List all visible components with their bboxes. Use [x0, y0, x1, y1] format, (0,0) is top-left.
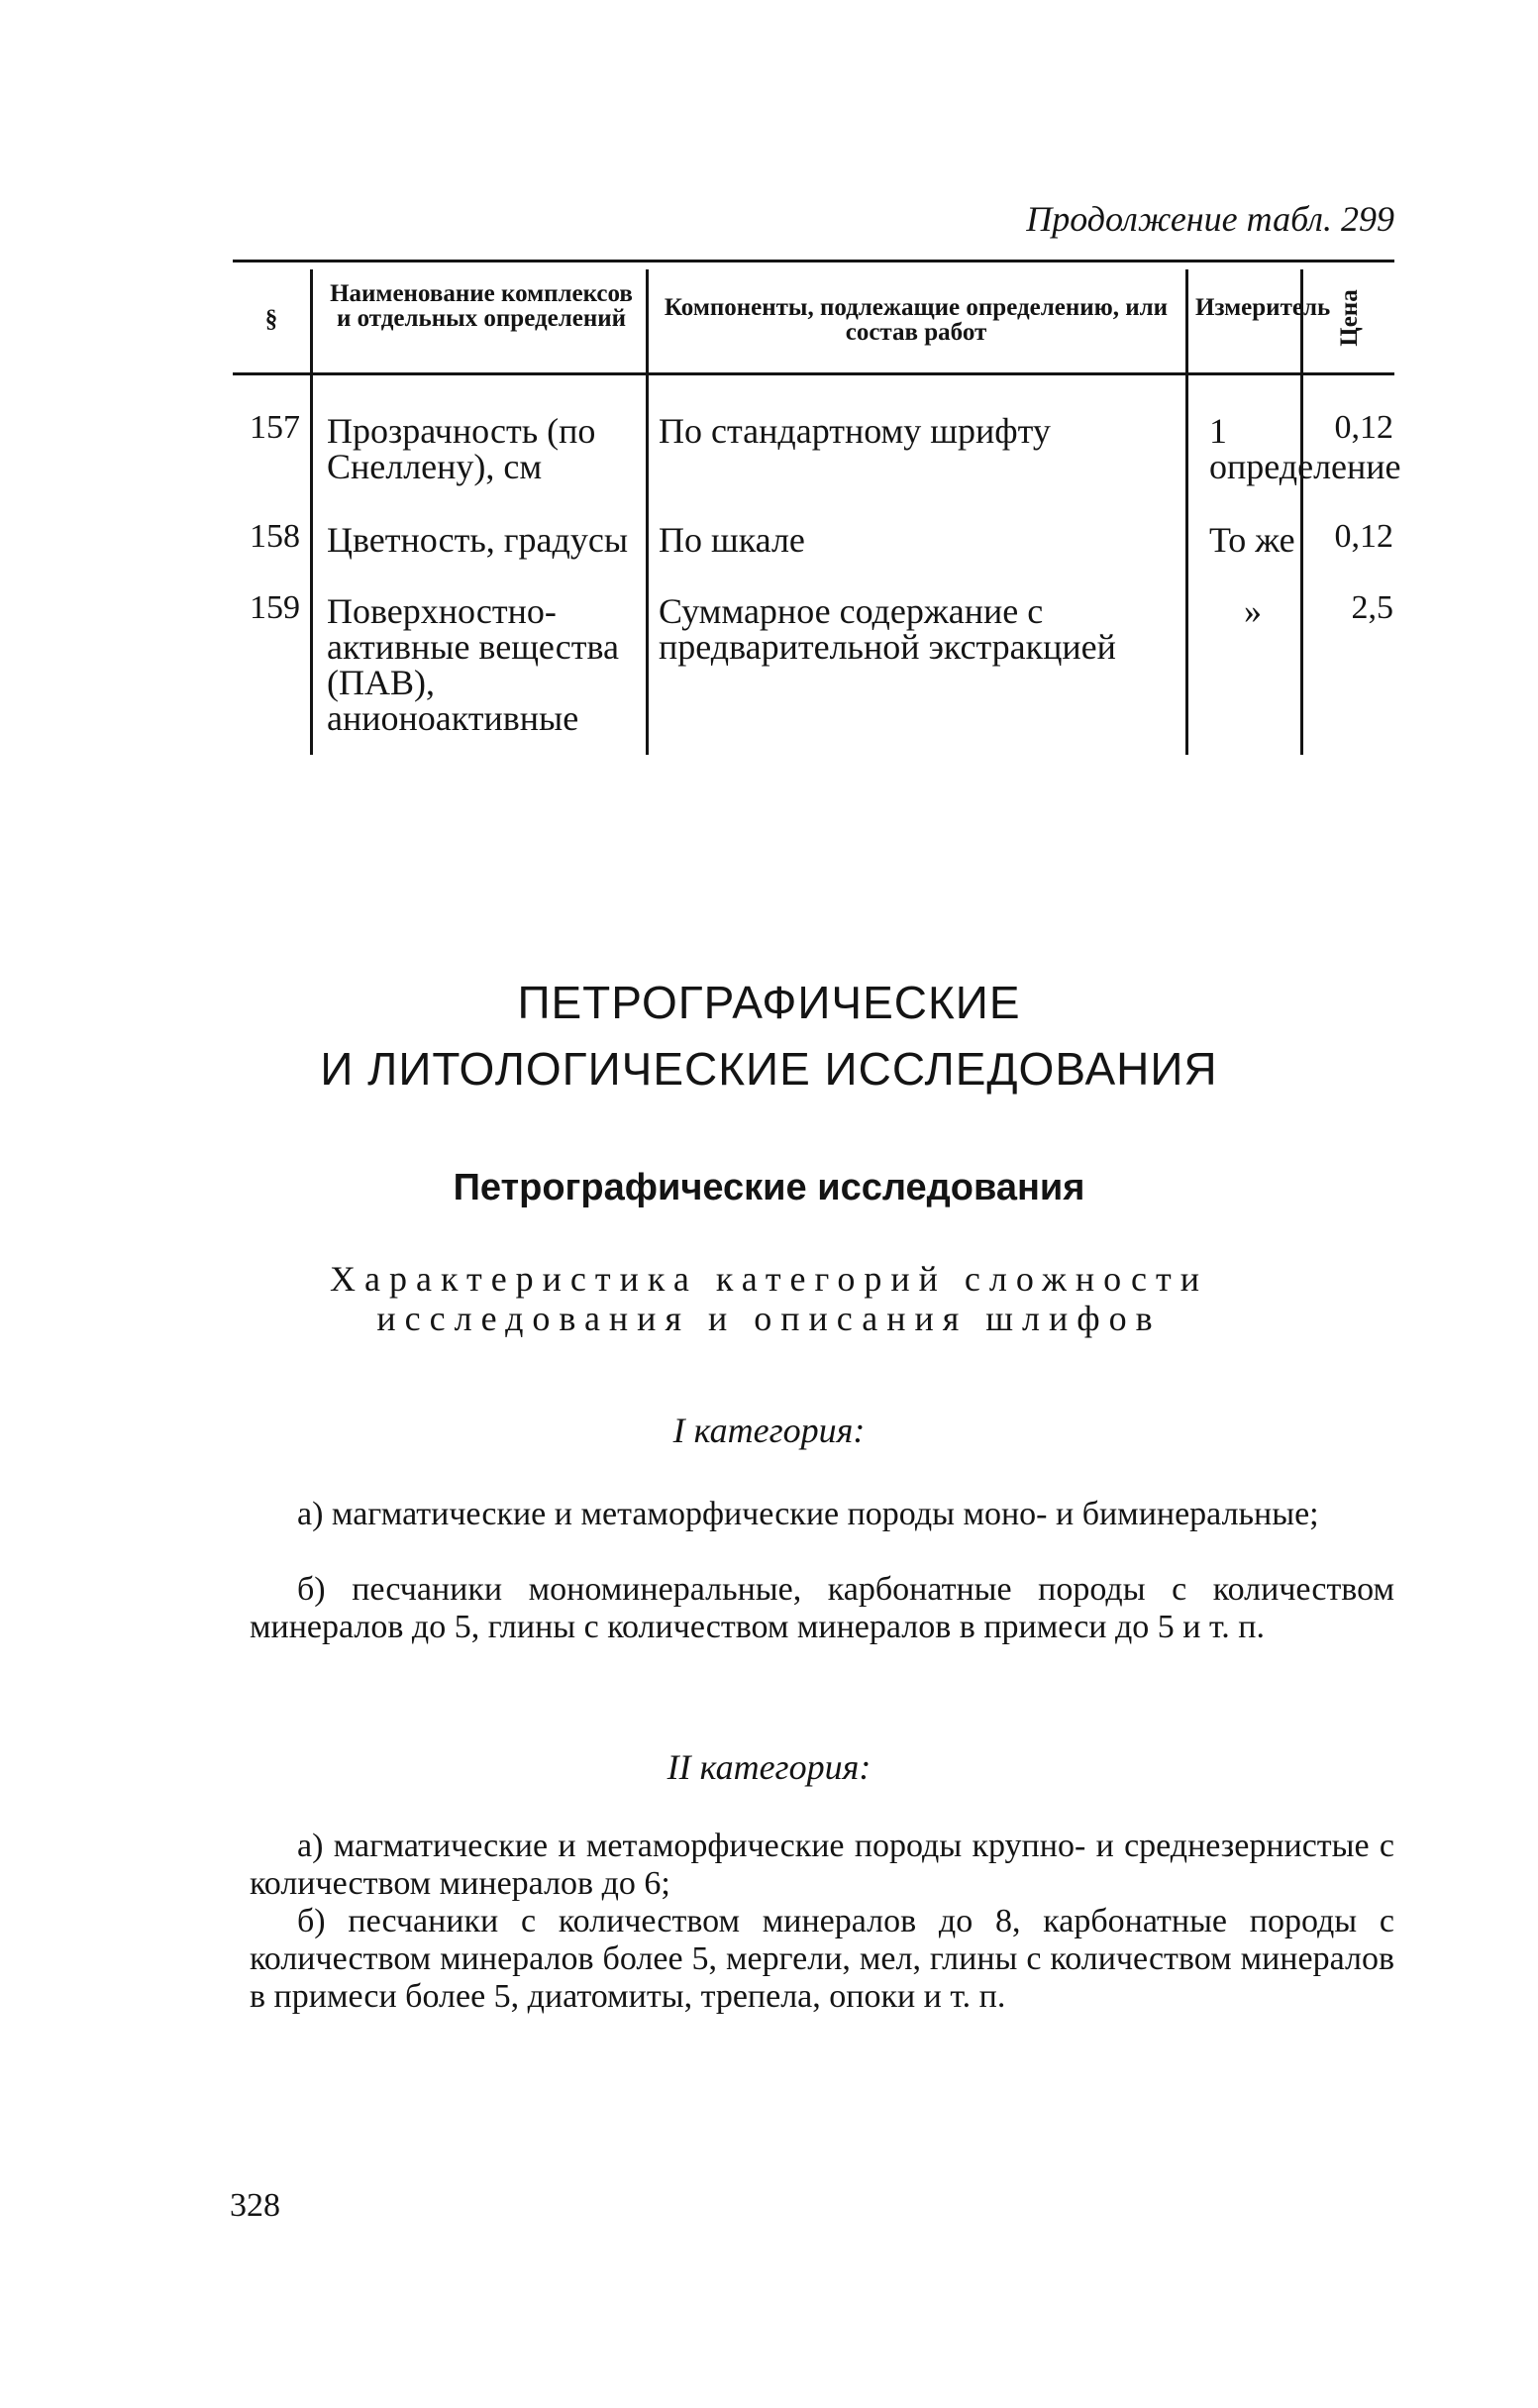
category-item: б) песчаники с количеством минералов до 8, карбонатные породы с количеством минералов более 5, мергели, мел, глины с количеством минералов в примеси более 5, диатомиты, трепела, опоки и т. п.	[250, 1903, 1394, 2015]
section-title-line-1: ПЕТРОГРАФИЧЕСКИЕ	[517, 977, 1021, 1028]
column-divider	[310, 269, 313, 755]
page-number: 328	[230, 2187, 280, 2224]
column-divider	[1300, 269, 1303, 755]
column-divider	[646, 269, 649, 755]
category-title: I категория:	[672, 1411, 866, 1450]
row-name: Цветность, градусы	[327, 520, 629, 560]
row-price: 0,12	[1334, 518, 1393, 555]
row-components: По шкале	[659, 520, 805, 560]
header-section: §	[264, 306, 278, 333]
table-header-rule	[233, 372, 1394, 375]
row-number: 157	[250, 409, 300, 446]
category-item: а) магматические и метаморфические породы крупно- и среднезернистые с количеством минералов до 6;	[250, 1828, 1394, 1902]
category-item: б) песчаники мономинеральные, карбонатные породы с количеством минералов до 5, глины с количеством минералов в примеси до 5 и т. п.	[250, 1571, 1394, 1645]
header-name: Наименование комплексов и отдельных определений	[330, 280, 633, 332]
header-components: Компоненты, подлежащие определению, или состав работ	[664, 294, 1169, 346]
category-title: II категория:	[666, 1747, 872, 1787]
category-item: а) магматические и метаморфические породы моно- и биминеральные;	[297, 1496, 1319, 1532]
row-unit: »	[1244, 591, 1262, 631]
data-table	[233, 260, 1401, 755]
row-number: 159	[250, 589, 300, 626]
row-unit: То же	[1209, 520, 1295, 560]
heading-line-2: исследования и описания шлифов	[376, 1299, 1162, 1338]
header-price: Цена	[1336, 289, 1363, 347]
row-components: Суммарное содержание с предварительной экстракцией	[659, 591, 1116, 667]
row-components: По стандартному шрифту	[659, 411, 1051, 451]
row-number: 158	[250, 518, 300, 555]
row-price: 0,12	[1334, 409, 1393, 446]
continuation-caption: Продолжение табл. 299	[1026, 199, 1394, 239]
column-divider	[1185, 269, 1188, 755]
header-unit: Измеритель	[1195, 294, 1331, 321]
row-name: Прозрачность (по Снеллену), см	[327, 411, 596, 486]
heading-line-1: Характеристика категорий сложности	[329, 1259, 1208, 1299]
section-title-line-2: И ЛИТОЛОГИЧЕСКИЕ ИССЛЕДОВАНИЯ	[320, 1043, 1218, 1095]
section-subtitle: Петрографические исследования	[453, 1167, 1085, 1208]
row-price: 2,5	[1351, 589, 1393, 626]
row-name: Поверхностно-активные вещества (ПАВ), анионоактивные	[327, 591, 619, 738]
row-unit: 1 определение	[1209, 411, 1401, 486]
table-top-rule	[233, 260, 1394, 262]
